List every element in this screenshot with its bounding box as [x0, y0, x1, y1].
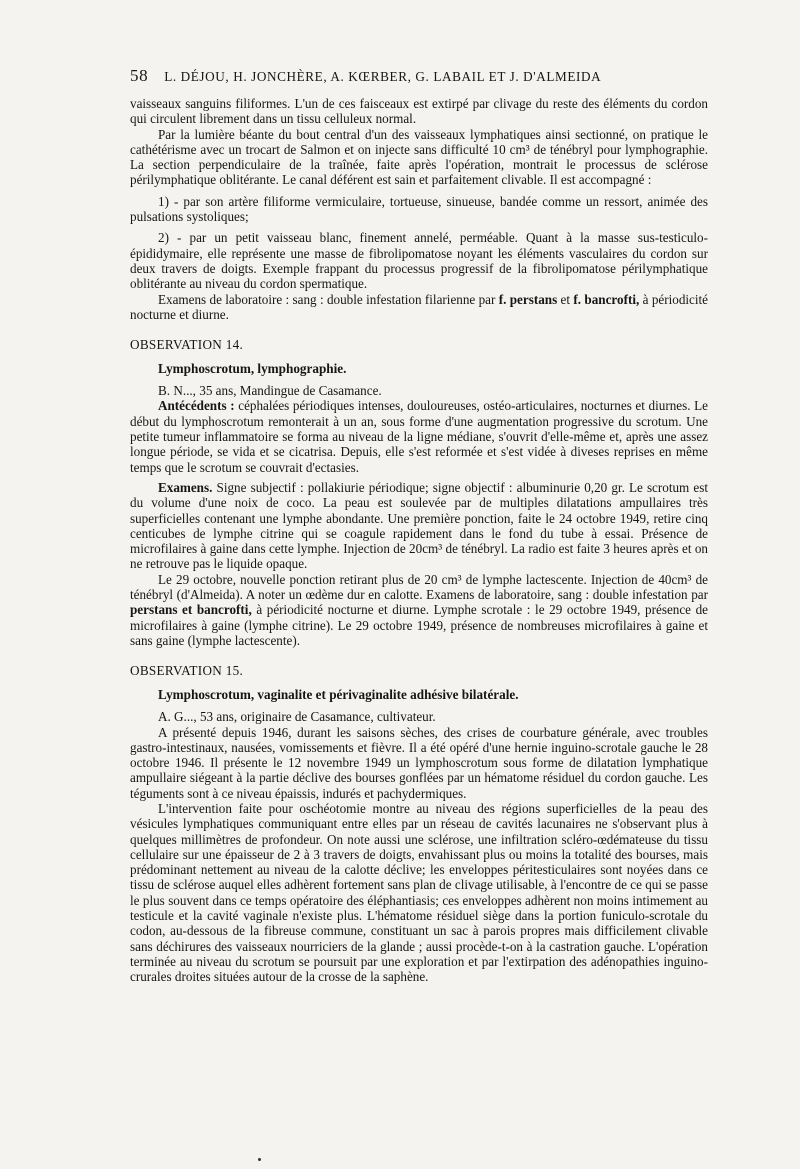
text-run: Le 29 octobre, nouvelle ponction retirant plus de 20 cm³ de lymphe lactescente. Injection de 40cm³ de ténébryl (d'Almeida). A noter un œdème dur en calotte. Examens de laboratoire, sang : double infestation par [130, 571, 708, 603]
paragraph: A présenté depuis 1946, durant les saisons sèches, des crises de courbature générale, avec troubles gastro-intestinaux, nausées, vomissements et fièvre. Il a été opéré d'une hernie inguino-scrotale gauche le 28 octobre 1946. Il présente le 12 novembre 1949 un lymphoscrotum sous forme de dilatation lymphatique ampullaire siégeant à la partie déclive des bourses gonflées par un hématome résiduel du cordon gauche. Les téguments sont à ce niveau épaissis, indurés et pachydermiques. [130, 724, 708, 801]
bold-term: perstans et bancrofti, [130, 602, 252, 618]
section-heading: OBSERVATION 15. [130, 663, 244, 679]
list-item: 2) - par un petit vaisseau blanc, finement annelé, perméable. Quant à la masse sus-testiculo-épididymaire, elle représente une masse de fibrolipomatose noyant les éléments vasculaires du cordon sur deux travers de doigts. Exemple frappant du processus progressif de la fibrolipomatose périlymphatique oblitérante au niveau du cordon spermatique. [130, 230, 708, 292]
running-header-authors: L. DÉJOU, H. JONCHÈRE, A. KŒRBER, G. LABAIL ET J. D'ALMEIDA [164, 69, 602, 84]
text-run: Examens de laboratoire : sang : double infestation filarienne par [158, 291, 499, 307]
text-run: céphalées périodiques intenses, douloureuses, ostéo-articulaires, nocturnes et diurnes. Le début du lymphoscrotum remonterait à un an, sous forme d'une augmentation progressive du scrotum. Une petite tumeur inflammatoire se forma au niveau de la ligne médiane, s'ouvrit d'elle-même et, après une assez longue période, se vida et se cicatrisa. Depuis, elle s'est reformée et s'est vidée à diveses reprises en même temps que le scrotum se couvrait d'ectasies. [130, 398, 708, 475]
text-run: Signe subjectif : pollakiurie périodique; signe objectif : albuminurie 0,20 gr. Le scrotum est du volume d'une noix de coco. La peau est soulevée par de multiples dilatations ampullaires très superficielles contenant une lymphe abondante. Une première ponction, faite le 24 octobre 1949, retire cinq centicubes de lymphe citrine qui se coagule rapidement dans le fond du tube à essai. Présence de microfilaires à gaine dans cette lymphe. Injection de 20cm³ de ténébryl. La radio est faite 3 heures après et on ne retrouve pas le liquide opaque. [130, 479, 708, 572]
bold-term: f. perstans [498, 291, 558, 307]
section-title: Lymphoscrotum, vaginalite et périvaginalite adhésive bilatérale. [158, 687, 519, 703]
run-in-label: Antécédents : [158, 398, 235, 414]
section-heading: OBSERVATION 14. [130, 337, 244, 353]
section-title: Lymphoscrotum, lymphographie. [158, 361, 347, 377]
paragraph [130, 572, 708, 648]
paragraph [130, 292, 708, 323]
text-run: et [557, 291, 574, 307]
page-number: 58 [130, 66, 149, 85]
bold-term: f. bancrofti, [573, 291, 640, 307]
text-run: à périodicité nocturne et diurne. [130, 291, 709, 322]
paragraph: vaisseaux sanguins filiformes. L'un de ces faisceaux est extirpé par clivage du reste des éléments du cordon qui circulent librement dans un tissu celluleux normal. [130, 96, 708, 127]
observation-15 [130, 663, 708, 984]
paragraph: Par la lumière béante du bout central d'un des vaisseaux lymphatiques ainsi sectionné, on pratique le cathétérisme avec un trocart de Salmon et on injecte sans difficulté 10 cm³ de ténébryl pour lymphographie. La section perpendiculaire de la traînée, faite après l'opération, montrait le processus de sclérose périlymphatique oblitérante. Le canal déférent est sain et parfaitement clivable. Il est accompagné : [130, 126, 708, 188]
paragraph: L'intervention faite pour oschéotomie montre au niveau des régions superficielles de la peau des vésicules lymphatiques communiquant entre elles par un réseau de cavités lacunaires ne s'observant plus à quelques millimètres de profondeur. On note aussi une sclérose, une infiltration scléro-œdémateuse du tissu cellulaire sur une épaisseur de 2 à 3 travers de doigts, envahissant plus ou moins la totalité des bourses, mais prédominant nettement au niveau de la calotte déclive; les enveloppes péritesticulaires sont noyées dans ce tissu de sclérose auquel elles adhèrent fortement sans plan de clivage utilisable, à l'encontre de ce qui se passe le plus souvent dans ce temps opératoire des éléphantiasis; ces enveloppes adhèrent non moins intimement au testicule et la cavité vaginale n'existe plus. L'hématome résiduel siège dans la portion funiculo-scrotale du codon, au-dessous de la fibreuse commune, constituant un sac à parois propres mais difficilement clivable sans déchirures des vaisseaux nourriciers de la glande ; aussi procède-t-on à la castration gauche. L'opération terminée au niveau du scrotum se poursuit par une exploration et par l'extirpation des adénopathies inguino-crurales droites situées autour de la crosse de la saphène. [130, 800, 708, 985]
observation-14 [130, 337, 708, 648]
continued-text [130, 96, 708, 322]
patient-line: B. N..., 35 ans, Mandingue de Casamance. [158, 383, 382, 399]
paragraph [130, 398, 708, 474]
print-speck [258, 1158, 261, 1161]
run-in-label: Examens. [158, 479, 213, 495]
paragraph [130, 480, 708, 572]
running-header [130, 66, 708, 86]
list-item: 1) - par son artère filiforme vermiculaire, tortueuse, sinueuse, bandée comme un ressort, animée des pulsations systoliques; [130, 193, 708, 225]
patient-line: A. G..., 53 ans, originaire de Casamance, cultivateur. [158, 709, 436, 725]
text-run: à périodicité nocturne et diurne. Lymphe scrotale : le 29 octobre 1949, présence de microfilaires à gaine (lymphe citrine). Le 29 octobre 1949, présence de nombreuses microfilaires à gaine et sans gaine (lymphe lactescente). [130, 602, 709, 648]
